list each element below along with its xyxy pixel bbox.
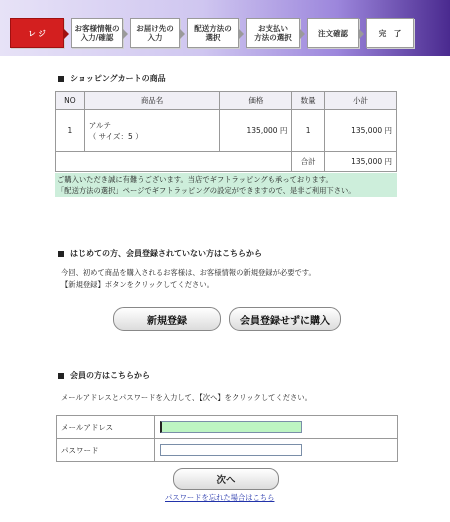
guest-section-title xyxy=(58,248,262,259)
col-price: 価格 xyxy=(220,92,292,110)
step-register xyxy=(10,18,64,48)
bullet-square-icon xyxy=(58,251,64,257)
member-instruction: メールアドレスとパスワードを入力して、【次へ】をクリックしてください。 xyxy=(61,393,312,402)
password-field-cell xyxy=(155,439,398,462)
item-price: 135,000 円 xyxy=(220,110,292,152)
col-no: NO xyxy=(56,92,85,110)
step-payment-method xyxy=(246,18,300,48)
guest-title-text: はじめての方、会員登録されていない方はこちらから xyxy=(70,249,262,258)
col-subtotal: 小計 xyxy=(324,92,396,110)
cart-section-title xyxy=(58,73,166,84)
member-title-text: 会員の方はこちらから xyxy=(70,371,150,380)
email-field-cell xyxy=(155,416,398,439)
col-name: 商品名 xyxy=(84,92,220,110)
next-button[interactable]: 次へ xyxy=(173,468,279,490)
bullet-square-icon xyxy=(58,373,64,379)
step-label: お届け先の 入力 xyxy=(136,24,174,42)
bullet-square-icon xyxy=(58,76,64,82)
guest-line-1: 今回、初めて商品を購入されるお客様は、お客様情報の新規登録が必要です。 xyxy=(61,268,316,277)
item-variant: （ サイズ：5 ） xyxy=(88,131,143,141)
cart-table xyxy=(55,91,397,172)
member-section-title xyxy=(58,370,150,381)
item-name-cell xyxy=(84,110,220,152)
notice-line-1: ご購入いただき誠に有難うございます。当店でギフトラッピングも承っております。 xyxy=(57,175,333,184)
email-label: メールアドレス xyxy=(57,416,155,439)
password-label: パスワード xyxy=(57,439,155,462)
item-subtotal: 135,000 円 xyxy=(324,110,396,152)
table-row xyxy=(56,110,397,152)
total-row xyxy=(56,152,397,172)
register-button[interactable]: 新規登録 xyxy=(113,307,221,331)
col-qty: 数量 xyxy=(292,92,325,110)
step-label: お客様情報の 入力/確認 xyxy=(74,24,120,42)
checkout-steps xyxy=(10,18,421,48)
guest-line-2: 【新規登録】ボタンをクリックしてください。 xyxy=(61,280,214,289)
step-complete xyxy=(366,18,414,48)
total-value: 135,000 円 xyxy=(324,152,396,172)
guest-purchase-button[interactable]: 会員登録せずに購入 xyxy=(229,307,341,331)
email-row xyxy=(57,416,398,439)
login-form xyxy=(56,415,398,462)
forgot-password-link[interactable]: パスワードを忘れた場合はこちら xyxy=(165,493,275,502)
step-label: 完 了 xyxy=(378,28,402,38)
step-label: 配送方法の 選択 xyxy=(194,24,232,42)
gift-wrap-notice xyxy=(55,173,397,197)
step-delivery-method xyxy=(187,18,239,48)
item-qty: 1 xyxy=(292,110,325,152)
total-spacer xyxy=(56,152,292,172)
step-label: レ ジ xyxy=(28,28,46,38)
step-label: お支払い 方法の選択 xyxy=(254,24,292,42)
cart-header-row xyxy=(56,92,397,110)
notice-line-2: 「配送方法の選択」ページでギフトラッピングの設定ができますので、是非ご利用下さい。 xyxy=(57,186,356,195)
password-field[interactable] xyxy=(160,444,302,456)
step-order-confirm xyxy=(307,18,359,48)
cart-title-text: ショッピングカートの商品 xyxy=(70,74,166,83)
step-label: 注文確認 xyxy=(318,28,348,38)
step-shipping-address xyxy=(130,18,180,48)
email-field[interactable] xyxy=(160,421,302,433)
item-name: アルテ xyxy=(88,120,111,130)
password-row xyxy=(57,439,398,462)
item-no: 1 xyxy=(56,110,85,152)
total-label: 合計 xyxy=(292,152,325,172)
step-customer-info xyxy=(71,18,123,48)
guest-instructions xyxy=(61,267,316,291)
